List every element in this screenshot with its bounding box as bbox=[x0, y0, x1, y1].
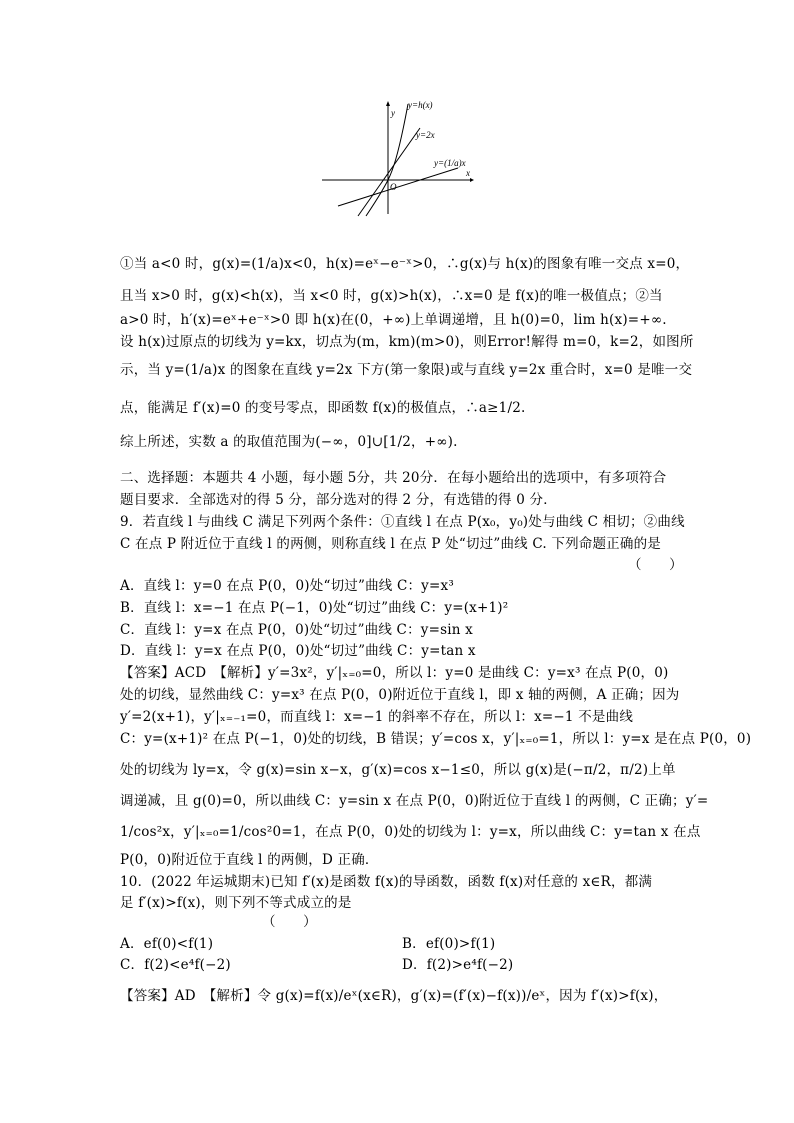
section-heading-line-2: 题目要求．全部选对的得 5 分，部分选对的得 2 分，有选错的得 0 分． bbox=[120, 492, 557, 508]
label-y-2x: y=2x bbox=[416, 130, 435, 140]
line-y-2x bbox=[358, 128, 420, 216]
answer-9-line-6: 调递减，且 g(0)=0，所以曲线 C：y=sin x 在点 P(0，0)附近位于直线 l 的两侧，C 正确；y′= bbox=[120, 793, 709, 809]
text-line-4: 设 h(x)过原点的切线为 y=kx，切点为(m，km)(m>0)，则Error!解得 m=0，k=2，如图所 bbox=[120, 334, 694, 350]
question-10-answer-blank: （ ） bbox=[262, 914, 317, 930]
text-line-5: 示，当 y=(1/a)x 的图象在直线 y=2x 下方(第一象限)或与直线 y=2x 重合时，x=0 是唯一交 bbox=[120, 362, 693, 378]
option-10c: C．f(2)<e⁴f(−2) bbox=[120, 957, 231, 973]
option-10d: D．f(2)>e⁴f(−2) bbox=[402, 957, 514, 973]
answer-9-line-2: 处的切线，显然曲线 C：y=x³ 在点 P(0，0)附近位于直线 l，即 x 轴的两侧，A 正确；因为 bbox=[120, 687, 680, 703]
answer-10-line-1: 【答案】AD 【解析】令 g(x)=f(x)/eˣ(x∈R)，g′(x)=(f′(x)−f(x))/eˣ，因为 f′(x)>f(x)， bbox=[120, 988, 668, 1004]
question-10-line-1: 10．(2022 年运城期末)已知 f′(x)是函数 f(x)的导函数，函数 f(x)对任意的 x∈R，都满 bbox=[120, 874, 653, 890]
question-9-line-2: C 在点 P 附近位于直线 l 的两侧，则称直线 l 在点 P 处“切过”曲线 C. 下列命题正确的是 bbox=[120, 536, 661, 552]
curve-h bbox=[366, 104, 408, 216]
question-9-line-1: 9．若直线 l 与曲线 C 满足下列两个条件：①直线 l 在点 P(x₀，y₀)处与曲线 C 相切；②曲线 bbox=[120, 514, 685, 530]
label-y-hx: y=h(x) bbox=[408, 100, 433, 110]
y-axis-arrow-icon bbox=[386, 101, 390, 106]
option-10a: A．ef(0)<f(1) bbox=[120, 936, 214, 952]
option-10b: B．ef(0)>f(1) bbox=[402, 936, 496, 952]
answer-9-line-1: 【答案】ACD 【解析】y′=3x²，y′|ₓ₌₀=0，所以 l：y=0 是曲线 C：y=x³ 在点 P(0，0) bbox=[120, 665, 669, 681]
text-line-3: a>0 时，h′(x)=eˣ+e⁻ˣ>0 即 h(x)在(0，+∞)上单调递增，且 h(0)=0，lim h(x)=+∞. bbox=[120, 312, 667, 328]
option-9c: C．直线 l：y=x 在点 P(0，0)处“切过”曲线 C：y=sin x bbox=[120, 622, 473, 638]
text-line-1: ①当 a<0 时，g(x)=(1/a)x<0，h(x)=eˣ−e⁻ˣ>0，∴g(x)与 h(x)的图象有唯一交点 x=0， bbox=[120, 256, 690, 272]
text-line-7: 综上所述，实数 a 的取值范围为(−∞，0]∪[1/2，+∞). bbox=[120, 434, 458, 450]
question-10-line-2: 足 f′(x)>f(x)，则下列不等式成立的是 bbox=[120, 895, 352, 911]
label-y: y bbox=[391, 108, 395, 118]
option-9d: D．直线 l：y=x 在点 P(0，0)处“切过”曲线 C：y=tan x bbox=[120, 643, 476, 659]
x-axis-arrow-icon bbox=[470, 178, 474, 182]
label-x: x bbox=[466, 168, 470, 178]
answer-9-line-4: C：y=(x+1)² 在点 P(−1，0)处的切线，B 错误；y′=cos x，y′|ₓ₌₀=1，所以 l：y=x 是在点 P(0，0) bbox=[120, 731, 752, 747]
option-9b: B．直线 l：x=−1 在点 P(−1，0)处“切过”曲线 C：y=(x+1)² bbox=[120, 600, 509, 616]
line-y-ax bbox=[338, 168, 458, 206]
function-graph-figure bbox=[318, 98, 478, 218]
answer-9-line-7: 1/cos²x，y′|ₓ₌₀=1/cos²0=1，在点 P(0，0)处的切线为 l：y=x，所以曲线 C：y=tan x 在点 bbox=[120, 824, 701, 840]
answer-9-line-5: 处的切线为 ly=x，令 g(x)=sin x−x，g′(x)=cos x−1≤0，所以 g(x)是(−π/2，π/2)上单 bbox=[120, 762, 676, 778]
label-y-ax: y=(1/a)x bbox=[434, 158, 466, 168]
question-9-answer-blank: （ ） bbox=[628, 557, 683, 573]
label-origin: O bbox=[390, 182, 397, 192]
answer-9-line-3: y′=2(x+1)，y′|ₓ₌₋₁=0，而直线 l：x=−1 的斜率不存在，所以 l：x=−1 不是曲线 bbox=[120, 709, 634, 725]
section-heading-line-1: 二、选择题：本题共 4 小题，每小题 5分，共 20分．在每小题给出的选项中，有多项符合 bbox=[120, 470, 667, 486]
answer-9-line-8: P(0，0)附近位于直线 l 的两侧，D 正确． bbox=[120, 852, 379, 868]
text-line-6: 点，能满足 f′(x)=0 的变号零点，即函数 f(x)的极值点，∴a≥1/2. bbox=[120, 400, 526, 416]
text-line-2: 且当 x>0 时，g(x)<h(x)，当 x<0 时，g(x)>h(x)，∴x=0 是 f(x)的唯一极值点；②当 bbox=[120, 288, 663, 304]
option-9a: A．直线 l：y=0 在点 P(0，0)处“切过”曲线 C：y=x³ bbox=[120, 578, 454, 594]
